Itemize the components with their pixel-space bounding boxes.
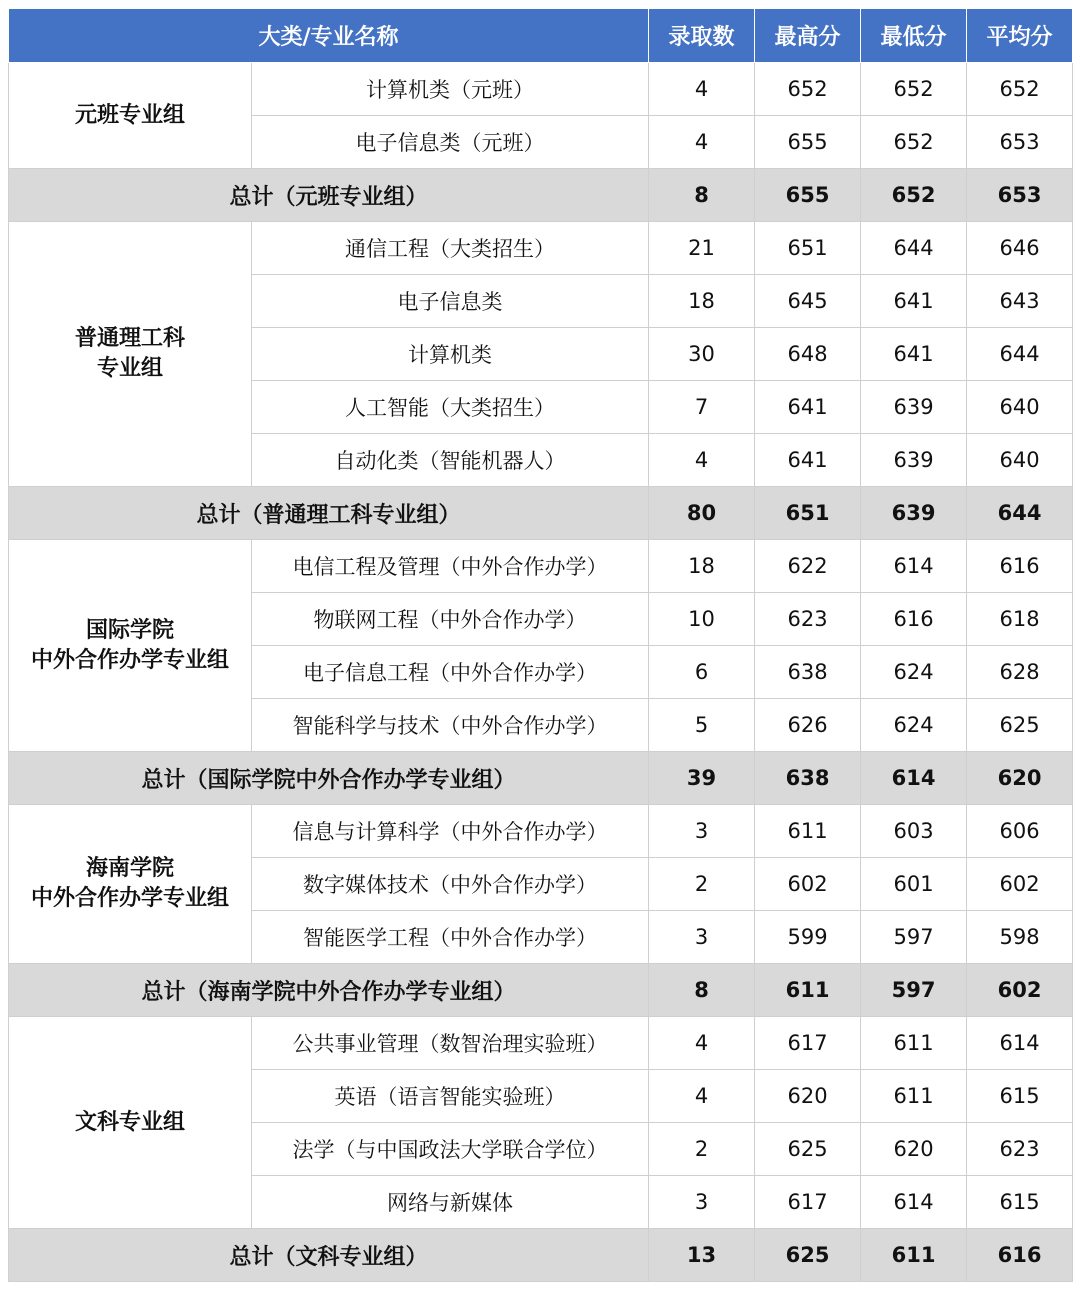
admitted-count-cell: 4 [649, 434, 755, 487]
total-admitted-count-cell: 39 [649, 752, 755, 805]
lowest-score-cell: 644 [861, 222, 967, 275]
average-score-cell: 602 [967, 858, 1073, 911]
header-average-score: 平均分 [967, 9, 1073, 63]
admitted-count-cell: 10 [649, 593, 755, 646]
total-lowest-score-cell: 652 [861, 169, 967, 222]
major-name-cell: 人工智能（大类招生） [252, 381, 649, 434]
average-score-cell: 625 [967, 699, 1073, 752]
major-name-cell: 电子信息类 [252, 275, 649, 328]
average-score-cell: 640 [967, 434, 1073, 487]
highest-score-cell: 651 [755, 222, 861, 275]
highest-score-cell: 655 [755, 116, 861, 169]
lowest-score-cell: 616 [861, 593, 967, 646]
highest-score-cell: 617 [755, 1017, 861, 1070]
average-score-cell: 623 [967, 1123, 1073, 1176]
admitted-count-cell: 4 [649, 1017, 755, 1070]
table-row [9, 222, 1073, 275]
admitted-count-cell: 3 [649, 911, 755, 964]
total-highest-score-cell: 611 [755, 964, 861, 1017]
total-average-score-cell: 616 [967, 1229, 1073, 1282]
header-row [9, 9, 1073, 63]
major-name-cell: 网络与新媒体 [252, 1176, 649, 1229]
average-score-cell: 614 [967, 1017, 1073, 1070]
total-average-score-cell: 620 [967, 752, 1073, 805]
lowest-score-cell: 639 [861, 434, 967, 487]
header-admitted-count: 录取数 [649, 9, 755, 63]
major-name-cell: 通信工程（大类招生） [252, 222, 649, 275]
average-score-cell: 643 [967, 275, 1073, 328]
lowest-score-cell: 611 [861, 1070, 967, 1123]
total-average-score-cell: 644 [967, 487, 1073, 540]
total-admitted-count-cell: 8 [649, 964, 755, 1017]
highest-score-cell: 626 [755, 699, 861, 752]
lowest-score-cell: 624 [861, 646, 967, 699]
group-name-cell [9, 805, 252, 964]
average-score-cell: 653 [967, 116, 1073, 169]
average-score-cell: 652 [967, 63, 1073, 116]
major-name-cell: 计算机类 [252, 328, 649, 381]
group-name-line: 元班专业组 [74, 102, 185, 128]
highest-score-cell: 620 [755, 1070, 861, 1123]
lowest-score-cell: 611 [861, 1017, 967, 1070]
table-body [9, 63, 1073, 1282]
admitted-count-cell: 6 [649, 646, 755, 699]
total-label-cell: 总计（元班专业组） [9, 169, 649, 222]
group-name-cell [9, 540, 252, 752]
group-name-line: 中外合作办学专业组 [30, 886, 229, 911]
table-row [9, 540, 1073, 593]
total-label-cell: 总计（文科专业组） [9, 1229, 649, 1282]
total-row [9, 487, 1073, 540]
header-lowest-score: 最低分 [861, 9, 967, 63]
group-name-line: 专业组 [96, 356, 163, 381]
highest-score-cell: 652 [755, 63, 861, 116]
admitted-count-cell: 5 [649, 699, 755, 752]
total-lowest-score-cell: 614 [861, 752, 967, 805]
total-highest-score-cell: 638 [755, 752, 861, 805]
admitted-count-cell: 3 [649, 1176, 755, 1229]
average-score-cell: 615 [967, 1176, 1073, 1229]
total-highest-score-cell: 655 [755, 169, 861, 222]
total-highest-score-cell: 651 [755, 487, 861, 540]
average-score-cell: 618 [967, 593, 1073, 646]
lowest-score-cell: 603 [861, 805, 967, 858]
group-name-line: 普通理工科 [74, 326, 185, 351]
average-score-cell: 615 [967, 1070, 1073, 1123]
average-score-cell: 644 [967, 328, 1073, 381]
lowest-score-cell: 601 [861, 858, 967, 911]
average-score-cell: 628 [967, 646, 1073, 699]
highest-score-cell: 645 [755, 275, 861, 328]
total-admitted-count-cell: 80 [649, 487, 755, 540]
total-lowest-score-cell: 597 [861, 964, 967, 1017]
total-row [9, 752, 1073, 805]
total-label-cell: 总计（海南学院中外合作办学专业组） [9, 964, 649, 1017]
lowest-score-cell: 641 [861, 275, 967, 328]
highest-score-cell: 622 [755, 540, 861, 593]
major-name-cell: 公共事业管理（数智治理实验班） [252, 1017, 649, 1070]
major-name-cell: 计算机类（元班） [252, 63, 649, 116]
admission-scores-table [8, 8, 1073, 1282]
lowest-score-cell: 597 [861, 911, 967, 964]
lowest-score-cell: 652 [861, 116, 967, 169]
major-name-cell: 信息与计算科学（中外合作办学） [252, 805, 649, 858]
admitted-count-cell: 3 [649, 805, 755, 858]
total-average-score-cell: 653 [967, 169, 1073, 222]
total-row [9, 1229, 1073, 1282]
highest-score-cell: 641 [755, 434, 861, 487]
highest-score-cell: 641 [755, 381, 861, 434]
total-average-score-cell: 602 [967, 964, 1073, 1017]
total-lowest-score-cell: 611 [861, 1229, 967, 1282]
lowest-score-cell: 620 [861, 1123, 967, 1176]
highest-score-cell: 611 [755, 805, 861, 858]
admitted-count-cell: 7 [649, 381, 755, 434]
lowest-score-cell: 614 [861, 1176, 967, 1229]
lowest-score-cell: 639 [861, 381, 967, 434]
admitted-count-cell: 4 [649, 116, 755, 169]
admitted-count-cell: 4 [649, 1070, 755, 1123]
total-lowest-score-cell: 639 [861, 487, 967, 540]
admitted-count-cell: 2 [649, 1123, 755, 1176]
group-name-cell [9, 222, 252, 487]
highest-score-cell: 599 [755, 911, 861, 964]
highest-score-cell: 602 [755, 858, 861, 911]
group-name-line: 海南学院 [85, 856, 174, 881]
total-admitted-count-cell: 8 [649, 169, 755, 222]
total-row [9, 964, 1073, 1017]
highest-score-cell: 648 [755, 328, 861, 381]
admitted-count-cell: 21 [649, 222, 755, 275]
group-name-line: 中外合作办学专业组 [30, 647, 229, 673]
admitted-count-cell: 30 [649, 328, 755, 381]
total-row [9, 169, 1073, 222]
major-name-cell: 智能科学与技术（中外合作办学） [252, 699, 649, 752]
total-label-cell: 总计（普通理工科专业组） [9, 487, 649, 540]
group-name-cell [9, 1017, 252, 1229]
major-name-cell: 电子信息类（元班） [252, 116, 649, 169]
lowest-score-cell: 641 [861, 328, 967, 381]
major-name-cell: 法学（与中国政法大学联合学位） [252, 1123, 649, 1176]
group-name-line: 文科专业组 [74, 1109, 185, 1135]
total-highest-score-cell: 625 [755, 1229, 861, 1282]
header-category-name: 大类/专业名称 [9, 9, 649, 63]
major-name-cell: 自动化类（智能机器人） [252, 434, 649, 487]
admitted-count-cell: 18 [649, 275, 755, 328]
highest-score-cell: 623 [755, 593, 861, 646]
admitted-count-cell: 2 [649, 858, 755, 911]
major-name-cell: 智能医学工程（中外合作办学） [252, 911, 649, 964]
table-row [9, 63, 1073, 116]
average-score-cell: 606 [967, 805, 1073, 858]
major-name-cell: 电信工程及管理（中外合作办学） [252, 540, 649, 593]
average-score-cell: 598 [967, 911, 1073, 964]
table-row [9, 805, 1073, 858]
total-label-cell: 总计（国际学院中外合作办学专业组） [9, 752, 649, 805]
admitted-count-cell: 4 [649, 63, 755, 116]
group-name-cell [9, 63, 252, 169]
lowest-score-cell: 614 [861, 540, 967, 593]
header-highest-score: 最高分 [755, 9, 861, 63]
average-score-cell: 616 [967, 540, 1073, 593]
average-score-cell: 640 [967, 381, 1073, 434]
group-name-line: 国际学院 [85, 617, 174, 643]
highest-score-cell: 638 [755, 646, 861, 699]
average-score-cell: 646 [967, 222, 1073, 275]
major-name-cell: 物联网工程（中外合作办学） [252, 593, 649, 646]
major-name-cell: 英语（语言智能实验班） [252, 1070, 649, 1123]
lowest-score-cell: 624 [861, 699, 967, 752]
lowest-score-cell: 652 [861, 63, 967, 116]
total-admitted-count-cell: 13 [649, 1229, 755, 1282]
highest-score-cell: 617 [755, 1176, 861, 1229]
major-name-cell: 电子信息工程（中外合作办学） [252, 646, 649, 699]
major-name-cell: 数字媒体技术（中外合作办学） [252, 858, 649, 911]
highest-score-cell: 625 [755, 1123, 861, 1176]
admitted-count-cell: 18 [649, 540, 755, 593]
table-row [9, 1017, 1073, 1070]
